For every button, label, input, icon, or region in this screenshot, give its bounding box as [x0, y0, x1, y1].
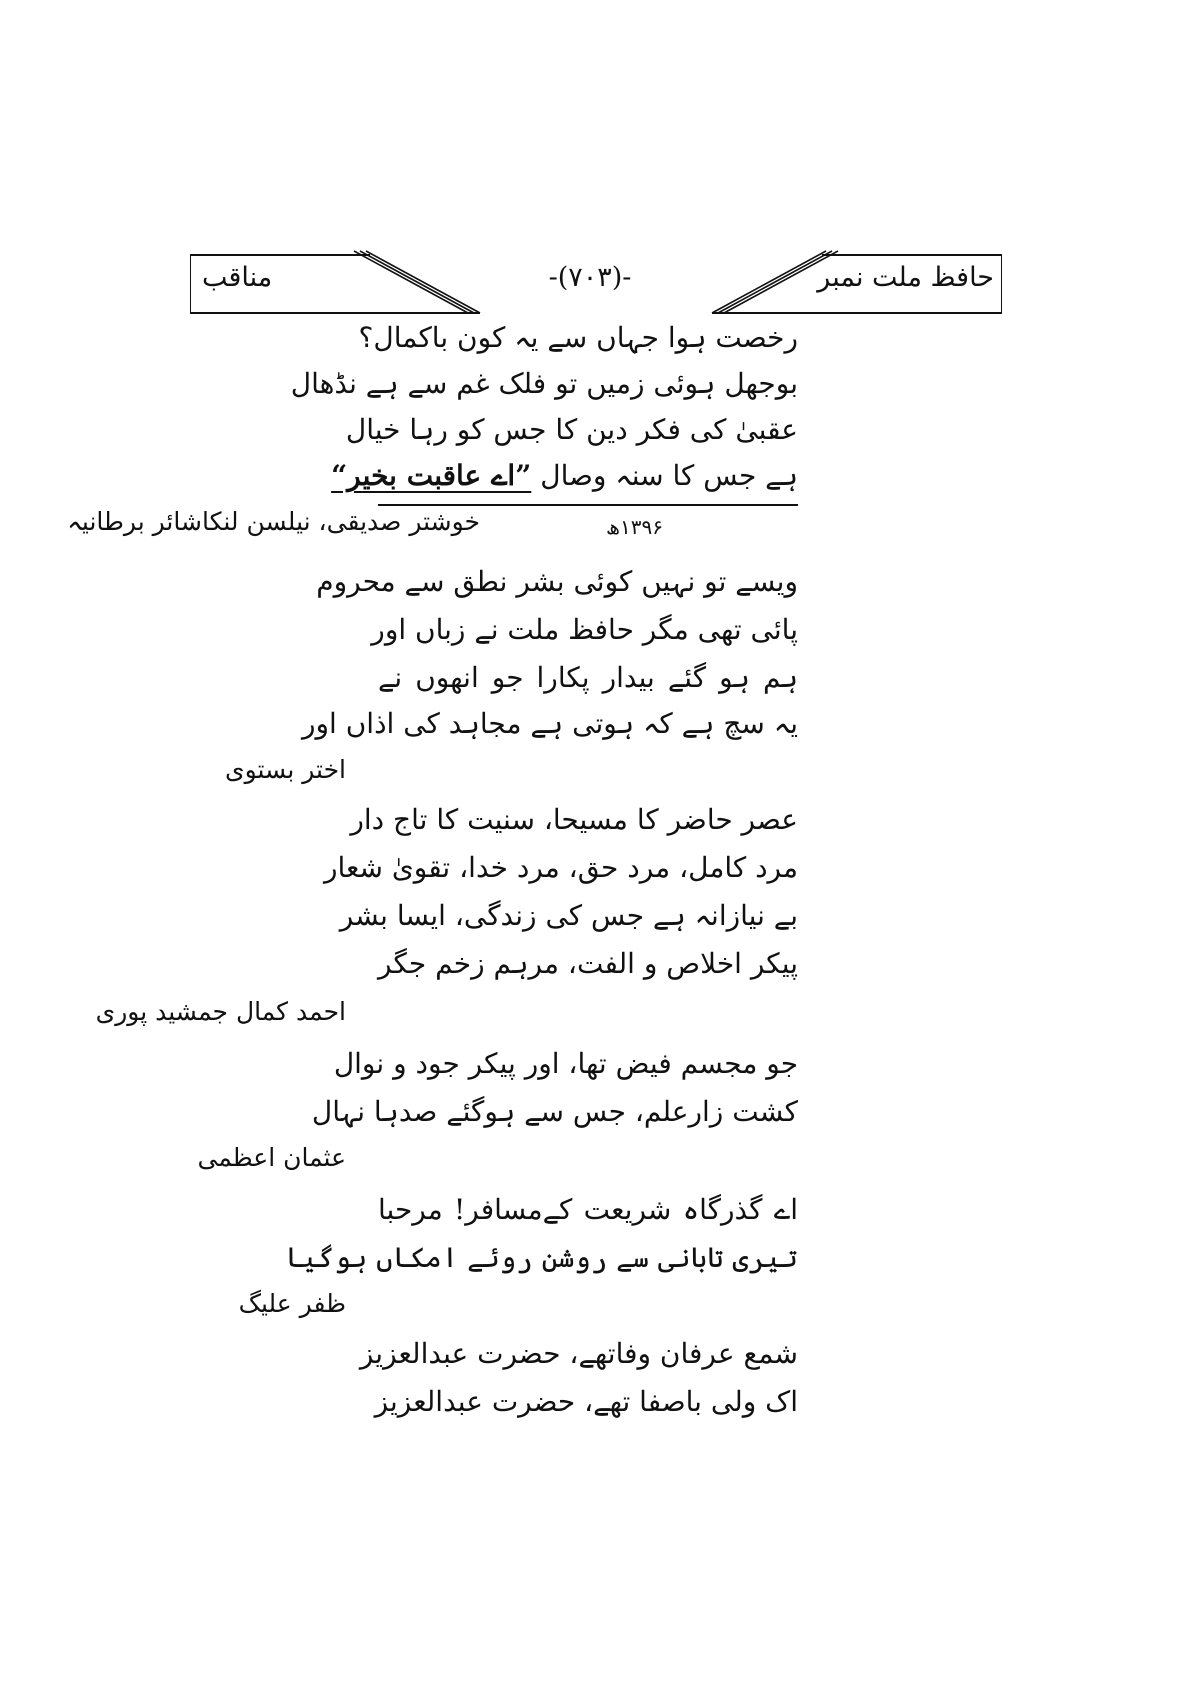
poet-name: خوشتر صدیقی، نیلسن لنکاشائر برطانیہ [67, 507, 480, 536]
verse-line-with-chronogram [331, 456, 798, 496]
verse-line: بے نیازانہ ہے جس کی زندگی، ایسا بشر [339, 899, 798, 932]
poet-name: احمد کمال جمشید پوری [95, 997, 346, 1026]
verse-line: یہ سچ ہے کہ ہوتی ہے مجاہد کی اذاں اور [302, 707, 798, 740]
verse-line: مرد کامل، مرد حق، مرد خدا، تقویٰ شعار [323, 851, 798, 884]
poet-name: عثمان اعظمی [197, 1143, 346, 1172]
verse-line: عصر حاضر کا مسیحا، سنیت کا تاج دار [350, 803, 798, 836]
verse-line: شمع عرفان وفاتھے، حضرت عبدالعزیز [359, 1337, 798, 1370]
poet-name: اختر بستوی [225, 755, 346, 784]
verse-line: بوجھل ہوئی زمیں تو فلک غم سے ہے نڈھال [290, 367, 798, 400]
verse-line: ویسے تو نہیں کوئی بشر نطق سے محروم [316, 565, 798, 598]
verse-line: پیکر اخلاص و الفت، مرہم زخم جگر [378, 947, 798, 980]
verse-line: تیری تابانی سے روشن روئے امکاں ہوگیا [285, 1241, 798, 1274]
chronogram-phrase: ”اے عاقبت بخیر“ [331, 459, 532, 492]
verse-line: اک ولی باصفا تھے، حضرت عبدالعزیز [374, 1385, 798, 1418]
verse-line: رخصت ہوا جہاں سے یہ کون باکمال؟ [358, 321, 798, 354]
verse-line: جو مجسم فیض تھا، اور پیکر جود و نوال [333, 1047, 798, 1080]
page-number: -(۷۰۳)- [548, 262, 632, 293]
header-right-title: حافظ ملت نمبر [817, 262, 994, 293]
verse-line-text: ہے جس کا سنہ وصال [540, 459, 798, 492]
verse-line: ہم ہو گئے بیدار پکارا جو انھوں نے [378, 661, 798, 694]
header-left-title: مناقب [202, 262, 273, 293]
verse-line: اے گذرگاہ شریعت کےمسافر! مرحبا [378, 1193, 798, 1226]
verse-line: کشت زارعلم، جس سے ہوگئے صدہا نہال [311, 1095, 798, 1128]
verse-line: پائی تھی مگر حافظ ملت نے زباں اور [371, 613, 798, 646]
hijri-year: ۱۳۹۶ھ [606, 515, 663, 539]
verse-line: عقبیٰ کی فکر دین کا جس کو رہا خیال [345, 413, 798, 446]
poet-name: ظفر علیگ [238, 1289, 346, 1318]
